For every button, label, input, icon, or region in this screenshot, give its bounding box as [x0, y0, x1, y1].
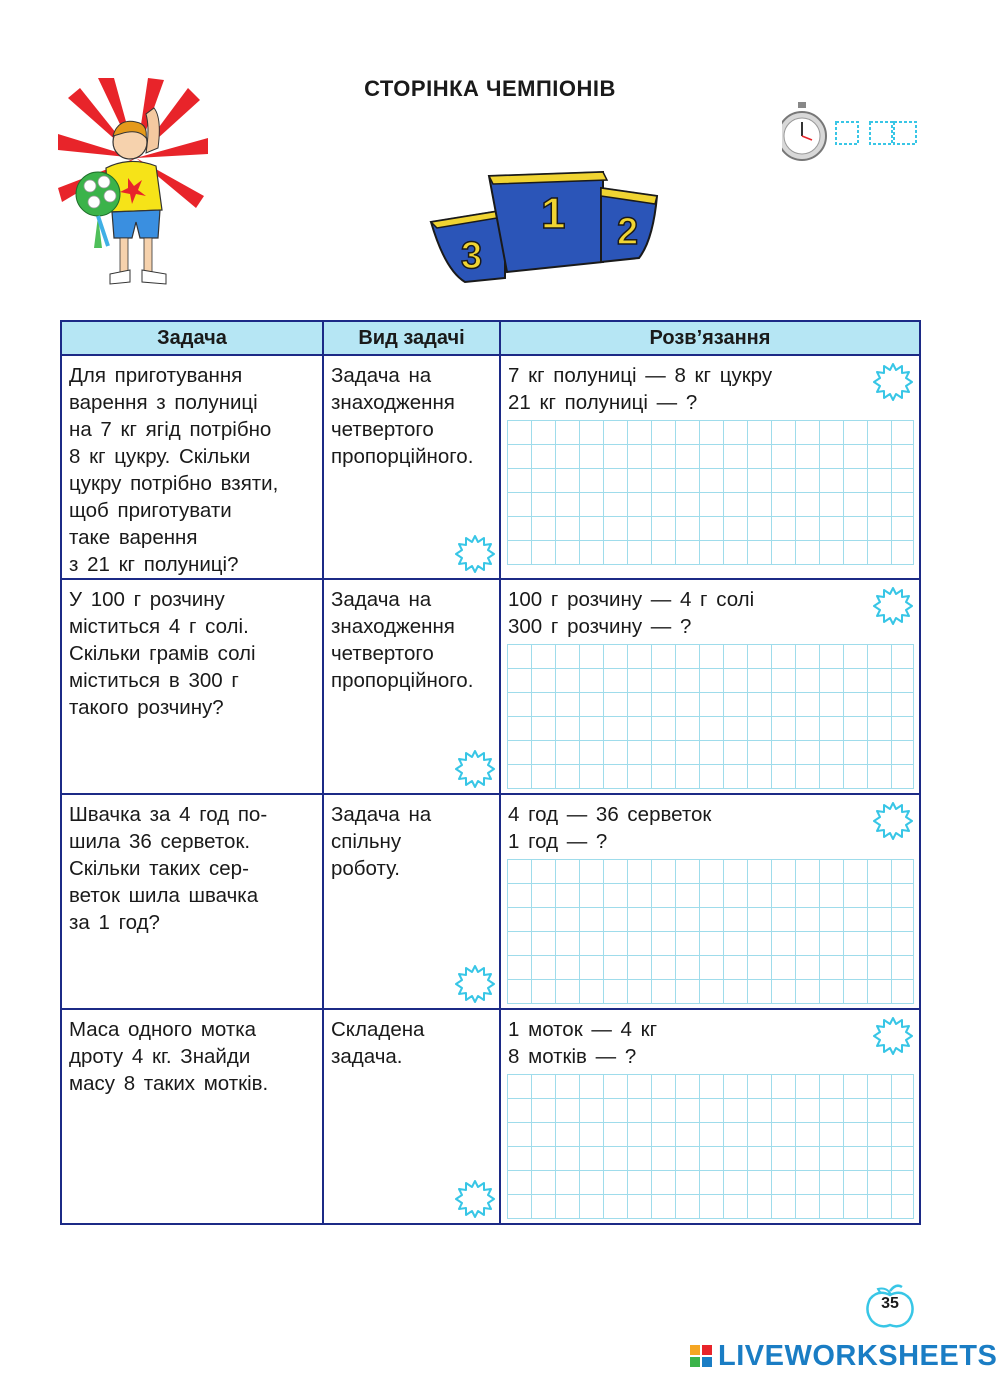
type-line: знаходження	[331, 391, 455, 414]
answer-grid[interactable]	[507, 420, 914, 565]
solution-cell	[500, 1009, 920, 1224]
problem-line: таке варення	[69, 526, 198, 549]
star-badge-icon[interactable]	[455, 1179, 495, 1219]
solution-cell	[500, 355, 920, 579]
solution-cell	[500, 794, 920, 1009]
type-line: четвертого	[331, 418, 434, 441]
problem-line: 8 кг цукру. Скільки	[69, 445, 251, 468]
problem-line: цукру потрібно взяти,	[69, 472, 279, 495]
problem-line: за 1 год?	[69, 911, 160, 934]
podium-place-3: 3	[461, 235, 483, 277]
podium-place-2: 2	[617, 211, 639, 253]
type-line: Задача на	[331, 364, 432, 387]
problem-line: У 100 г розчину	[69, 588, 225, 611]
boy-with-flowers-illustration	[58, 78, 208, 293]
star-badge-icon[interactable]	[455, 534, 495, 574]
problem-line: Маса одного мотка	[69, 1018, 257, 1041]
type-line: роботу.	[331, 857, 401, 880]
problem-line: з 21 кг полуниці?	[69, 553, 239, 576]
answer-grid[interactable]	[507, 859, 914, 1004]
problem-line: масу 8 таких мотків.	[69, 1072, 269, 1095]
star-badge-icon[interactable]	[873, 801, 913, 841]
liveworksheets-logo	[690, 1340, 997, 1372]
solution-line: 4 год — 36 серветок	[508, 803, 712, 826]
star-badge-icon[interactable]	[455, 964, 495, 1004]
podium-illustration	[425, 160, 665, 285]
type-cell	[323, 355, 500, 579]
table-row	[61, 355, 920, 579]
type-cell	[323, 794, 500, 1009]
type-line: Задача на	[331, 588, 432, 611]
page-number: 35	[881, 1295, 899, 1312]
solution-line: 100 г розчину — 4 г солі	[508, 588, 755, 611]
problem-line: щоб приготувати	[69, 499, 232, 522]
problem-line: Скільки таких сер-	[69, 857, 249, 880]
solution-line: 300 г розчину — ?	[508, 615, 692, 638]
answer-grid[interactable]	[507, 644, 914, 789]
problem-line: варення з полуниці	[69, 391, 258, 414]
star-badge-icon[interactable]	[873, 586, 913, 626]
page-title: СТОРІНКА ЧЕМПІОНІВ	[364, 76, 616, 101]
problem-line: веток шила швачка	[69, 884, 259, 907]
table-row	[61, 794, 920, 1009]
problem-line: шила 36 серветок.	[69, 830, 251, 853]
solution-line: 7 кг полуниці — 8 кг цукру	[508, 364, 773, 387]
solution-line: 21 кг полуниці — ?	[508, 391, 698, 414]
header-solution: Розв’язання	[500, 321, 920, 355]
type-line: пропорційного.	[331, 445, 474, 468]
problem-line: такого розчину?	[69, 696, 224, 719]
problem-line: Швачка за 4 год по-	[69, 803, 268, 826]
solution-line: 8 мотків — ?	[508, 1045, 637, 1068]
problem-line: дроту 4 кг. Знайди	[69, 1045, 251, 1068]
star-badge-icon[interactable]	[455, 749, 495, 789]
type-cell	[323, 1009, 500, 1224]
liveworksheets-text: LIVEWORKSHEETS	[718, 1339, 998, 1372]
problem-line: міститься 4 г солі.	[69, 615, 249, 638]
header-task-type: Вид задачі	[323, 321, 500, 355]
type-line: знаходження	[331, 615, 455, 638]
problem-cell	[61, 1009, 323, 1224]
problem-line: міститься в 300 г	[69, 669, 239, 692]
table-row	[61, 579, 920, 794]
page-number-badge	[864, 1283, 916, 1329]
solution-line: 1 моток — 4 кг	[508, 1018, 658, 1041]
solution-cell	[500, 579, 920, 794]
header-task: Задача	[61, 321, 323, 355]
answer-grid[interactable]	[507, 1074, 914, 1219]
star-badge-icon[interactable]	[873, 362, 913, 402]
liveworksheets-logo-icon	[690, 1343, 714, 1369]
table-row	[61, 1009, 920, 1224]
type-line: Задача на	[331, 803, 432, 826]
type-line: пропорційного.	[331, 669, 474, 692]
problem-line: Для приготування	[69, 364, 243, 387]
type-line: задача.	[331, 1045, 403, 1068]
problem-cell	[61, 794, 323, 1009]
podium-place-1: 1	[541, 189, 566, 238]
stopwatch-icon	[782, 100, 922, 164]
star-badge-icon[interactable]	[873, 1016, 913, 1056]
type-cell	[323, 579, 500, 794]
type-line: четвертого	[331, 642, 434, 665]
problem-line: Скільки грамів солі	[69, 642, 256, 665]
problem-cell	[61, 355, 323, 579]
type-line: Складена	[331, 1018, 425, 1041]
tasks-table	[60, 320, 921, 1225]
type-line: спільну	[331, 830, 402, 853]
problem-line: на 7 кг ягід потрібно	[69, 418, 272, 441]
solution-line: 1 год — ?	[508, 830, 608, 853]
problem-cell	[61, 579, 323, 794]
